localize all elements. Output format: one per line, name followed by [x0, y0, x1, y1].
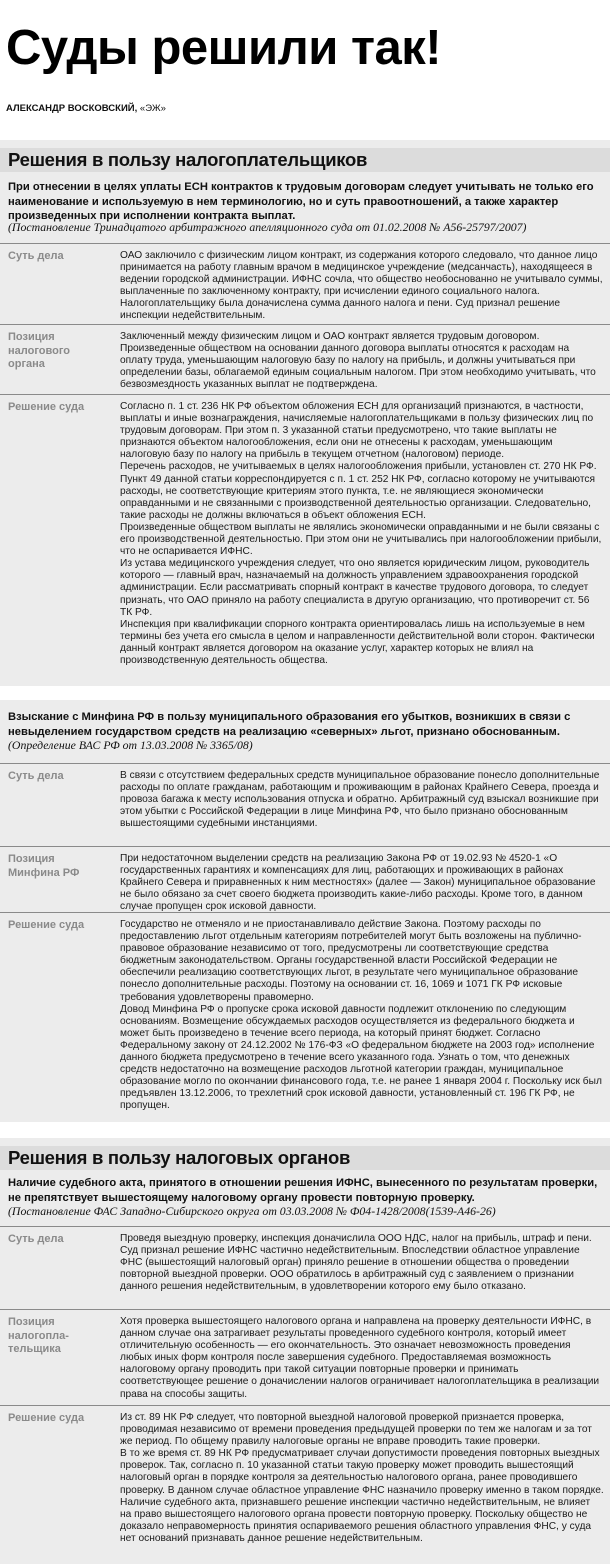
case-row	[0, 912, 610, 1123]
case-row	[0, 1405, 610, 1565]
row-text: Из ст. 89 НК РФ следует, что повторной выездной налоговой проверкой признается проверка, проводимая независимо от времени проведения предыдущей проверки по тем же налогам и за тот же период. По общему правилу налоговые органы не вправе проводить такие проверки. В то же время ст. 89 НК РФ предусматривает случаи допустимости проведения повторных выездных проверок. Так, согласно п. 10 указанной статьи такую проверку может проводить вышестоящий налоговый орган в порядке контроля за деятельностью налогового органа, ранее проводившего проверку. В данном случае областное управление ФНС назначило проверку именно в таком порядке. Наличие судебного акта, признавшего решение инспекции частично недействительным, не влияет на право вышестоящего налогового органа провести повторную проверку. Поскольку общество не доказало неправомерность принятия оспариваемого решения областного управления ФНС, у суда нет оснований признавать данное решение недействительным.	[120, 1412, 604, 1544]
row-text: Хотя проверка вышестоящего налогового органа и направлена на проверку деятельности ИФНС, в данном случае она затрагивает результаты проведенного судебного контроля, который имеет отличительную особенность — его окончательность. Это означает невозможность проведения любых иных форм контроля после завершения судебного. Предоставляемая возможность налоговому органу проводить при такой ситуации повторные проверки и принимать соответствующее решение о доначислении налогов ограничивает налогоплательщика в реализации права на способы защиты.	[120, 1316, 600, 1400]
row-text: Заключенный между физическим лицом и ОАО контракт является трудовым договором. Произведенные обществом на основании данного договора выплаты относятся к расходам на оплату труда, уменьшающим налоговую базу по налогу на прибыль, и должны учитываться при определении базы, облагаемой единым социальным налогом. При этом необходимо учитывать, что безвозмездность указанных выплат не подтверждена.	[120, 331, 596, 391]
row-label: Суть дела	[8, 250, 64, 262]
row-text: ОАО заключило с физическим лицом контракт, из содержания которого следовало, что данное лицо принимается на работу главным врачом в медицинское учреждение (медсанчасть), находящееся в ведении городской администрации. ИФНС сочла, что общество необоснованно не учитывало суммы, выплаченные по заключенному контракту, при исчислении единого социального налога. Налогоплательщику была доначислена сумма данного налога и пени. Суд признал решение инспекции недействительным.	[120, 250, 603, 322]
row-label: Решение суда	[8, 919, 85, 931]
author-name: АЛЕКСАНДР ВОСКОВСКИЙ,	[6, 103, 138, 114]
case-source: (Постановление ФАС Западно-Сибирского округа от 03.03.2008 № Ф04-1428/2008(1539-А46-26)	[8, 1204, 496, 1218]
row-label: Решение суда	[8, 401, 85, 413]
page-title: Суды решили так!	[6, 21, 442, 75]
row-label: Решение суда	[8, 1412, 85, 1424]
row-label: Позиция налогового органа	[8, 331, 70, 370]
case-row	[0, 1309, 610, 1406]
case-row	[0, 324, 610, 395]
case-row	[0, 763, 610, 846]
outlet-name: «ЭЖ»	[139, 103, 166, 114]
case-source: (Постановление Тринадцатого арбитражного апелляционного суда от 01.02.2008 № А56-25797/2007)	[8, 220, 527, 234]
case-source: (Определение ВАС РФ от 13.03.2008 № 3365/08)	[8, 738, 253, 752]
row-label: Суть дела	[8, 770, 64, 782]
case-headline: Наличие судебного акта, принятого в отношении решения ИФНС, вынесенного по результатам проверки, не препятствует вышестоящему налоговому органу провести повторную проверку.	[8, 1177, 598, 1204]
row-text: При недостаточном выделении средств на реализацию Закона РФ от 19.02.93 № 4520-1 «О государственных гарантиях и компенсациях для лиц, работающих и проживающих в районах Крайнего Севера и приравненных к ним местностях» (далее — Закон) муниципальное образование не было обязано за счет своего бюджета производить какие-либо расходы. Кроме того, в данном случае пропущен срок исковой давности.	[120, 853, 596, 913]
byline	[6, 103, 166, 115]
row-text: В связи с отсутствием федеральных средств муниципальное образование понесло дополнительные расходы по оплате гражданам, работающим и проживающим в районах Крайнего Севера, проезда и провоза багажа к месту использования отпуска и обратно. Арбитражный суд взыскал возникшие при этом убытки с Российской Федерации в лице Минфина РФ, что было признано обоснованным вышестоящими судебными инстанциями.	[120, 770, 600, 830]
case-row	[0, 846, 610, 911]
case-headline: При отнесении в целях уплаты ЕСН контрактов к трудовым договорам следует учитывать не только его наименование и используемую в нем терминологию, но и суть правоотношений, а также характер произведенных при исполнении контракта выплат.	[8, 181, 594, 222]
case-row	[0, 1226, 610, 1309]
row-text: Проведя выездную проверку, инспекция доначислила ООО НДС, налог на прибыль, штраф и пени. Суд признал решение ИФНС частично недействительным. Впоследствии областное управление ФНС (вышестоящий налоговый орган) приняло решение в отношении общества о проведении повторной выездной проверки. ООО обратилось в арбитражный суд с заявлением о признании данного решения недействительным, в удовлетворении которого ему было отказано.	[120, 1233, 592, 1293]
case-row	[0, 394, 610, 687]
row-label: Позиция налогопла- тельщика	[8, 1316, 69, 1355]
section-title: Решения в пользу налогоплательщиков	[8, 149, 368, 170]
section-title: Решения в пользу налоговых органов	[8, 1147, 351, 1168]
row-label: Позиция Минфина РФ	[8, 853, 80, 879]
row-label: Суть дела	[8, 1233, 64, 1245]
case-headline: Взыскание с Минфина РФ в пользу муниципального образования его убытков, возникших в связи с невыделением государством средств на реализацию «северных» льгот, признано обоснованным.	[8, 711, 571, 738]
row-text: Согласно п. 1 ст. 236 НК РФ объектом обложения ЕСН для организаций признаются, в частности, выплаты и иные вознаграждения, начисляемые налогоплательщиками в пользу физических лиц по трудовым договорам. При этом п. 3 указанной статьи предусмотрено, что такие выплаты не признаются объектом налогообложения, если они не отнесены к расходам, уменьшающим налоговую базу по налогу на прибыль в текущем отчетном (налоговом) периоде. Перечень расходов, не учитываемых в целях налогообложения прибыли, установлен ст. 270 НК РФ. Пункт 49 данной статьи корреспондируется с п. 1 ст. 252 НК РФ, согласно которому не учитываются расходы, не соответствующие критериям этого пункта, т.е. не являющиеся экономически оправданными и не связанными с производственной деятельностью организации. Следовательно, такие расходы не должны включаться в объект обложения ЕСН. Произведенные обществом выплаты не являлись экономически оправданными и не были связаны с его производственной деятельностью. При этом они не учитывались при налогообложении прибыли, что не оспаривается ИФНС. Из устава медицинского учреждения следует, что оно является юридическим лицом, руководитель которого — главный врач, назначаемый на должность управлением здравоохранения городской администрации. Если рассматривать спорный контракт в качестве трудового договора, то следует признать, что ОАО приняло на работу специалиста в другую организацию, что противоречит ст. 56 ТК РФ. Инспекция при квалификации спорного контракта ориентировалась лишь на используемые в нем термины без учета его смысла в целом и направленности действительной воли сторон. Фактически данный контракт является договором на оказание услуг, характер которых не влиял на производственную деятельность общества.	[120, 401, 602, 666]
case-row	[0, 243, 610, 324]
row-text: Государство не отменяло и не приостанавливало действие Закона. Поэтому расходы по предоставлению льгот отдельным категориям потребителей могут быть возложены на публично-правовое образование независимо от того, предусмотрены ли соответствующие средства бюджетным законодательством. Органы государственной власти Российской Федерации не обеспечили реализацию соответствующих льгот, в результате чего муниципальное образование понесло дополнительные расходы. Поэтому на основании ст. 16, 1069 и 1071 ГК РФ исковые требования удовлетворены правомерно. Довод Минфина РФ о пропуске срока исковой давности подлежит отклонению по следующим основаниям. Возмещение обсуждаемых расходов осуществляется из федерального бюджета и может быть произведено в течение всего периода, на который принят бюджет. Согласно Федеральному закону от 24.12.2002 № 176-ФЗ «О федеральном бюджете на 2003 год» исполнение данного бюджета предусмотрено в течение всего указанного года. Узнать о том, что денежных средств недостаточно на возмещение расходов льготной категории граждан, муниципальное образование могло по окончании финансового года, т.е. не ранее 1 января 2004 г. Поскольку иск был предъявлен 13.12.2006, то трехлетний срок исковой давности, установленный ст. 196 ГК РФ, не пропущен.	[120, 919, 602, 1112]
